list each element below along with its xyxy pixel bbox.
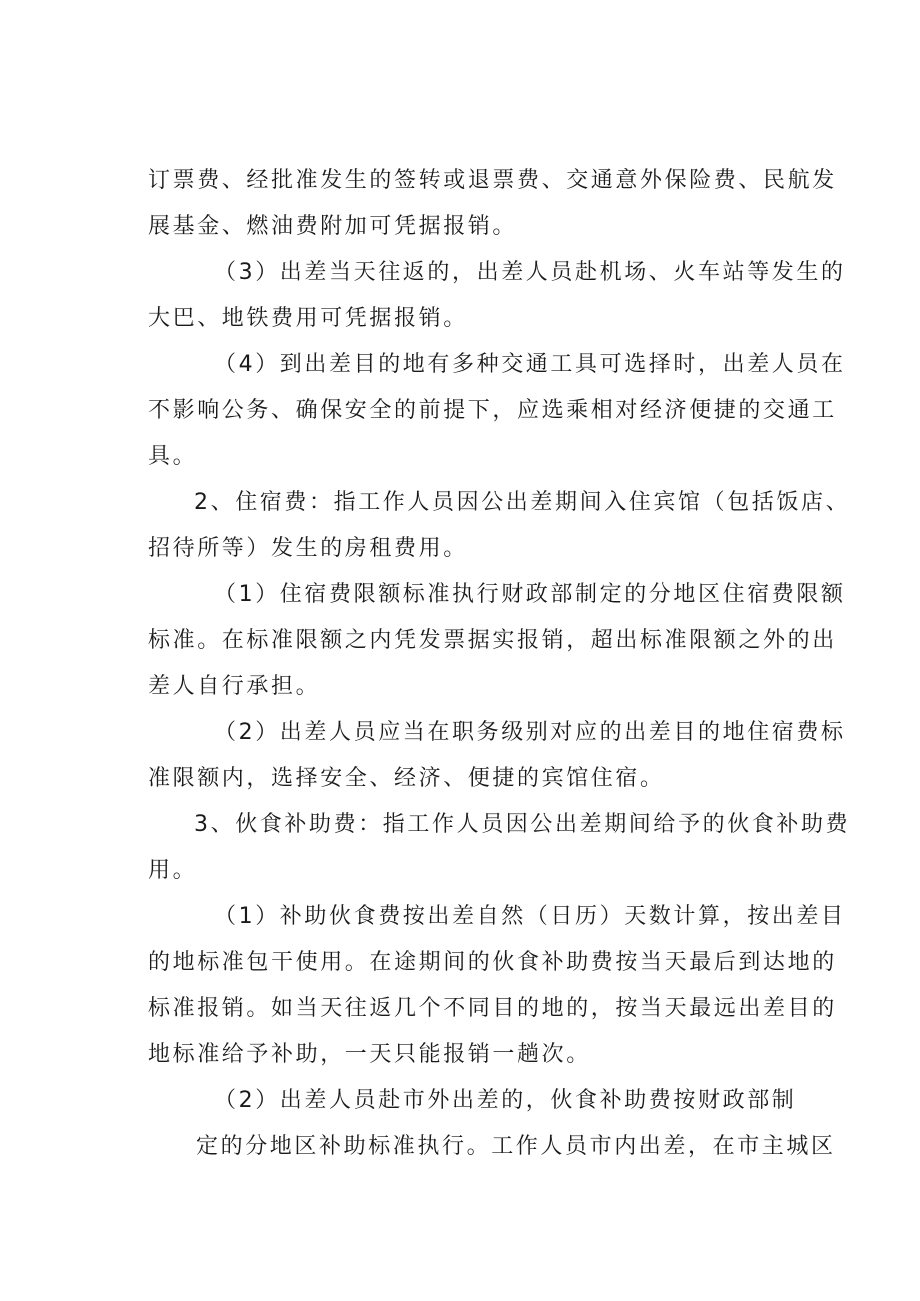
text-line-1: 订票费、经批准发生的签转或退票费、交通意外保险费、民航发 — [148, 168, 837, 193]
text-line-21: （2）出差人员赴市外出差的，伙食补助费按财政部制 — [214, 1088, 797, 1113]
text-line-11: 标准。在标准限额之内凭发票据实报销，超出标准限额之外的出 — [148, 628, 837, 653]
text-line-22: 定的分地区补助标准执行。工作人员市内出差，在市主城区 — [196, 1134, 836, 1159]
text-line-13: （2）出差人员应当在职务级别对应的出差目的地住宿费标 — [214, 720, 846, 745]
text-line-3: （3）出差当天往返的，出差人员赴机场、火车站等发生的 — [214, 260, 846, 285]
text-line-10: （1）住宿费限额标准执行财政部制定的分地区住宿费限额 — [214, 582, 846, 607]
text-line-4: 大巴、地铁费用可凭据报销。 — [148, 306, 468, 331]
text-line-9: 招待所等）发生的房租费用。 — [148, 536, 468, 561]
text-line-6: 不影响公务、确保安全的前提下，应选乘相对经济便捷的交通工 — [148, 398, 837, 423]
text-line-19: 标准报销。如当天往返几个不同目的地的，按当天最远出差目的 — [148, 996, 837, 1021]
text-line-7: 具。 — [148, 444, 198, 469]
text-line-8: 2、住宿费：指工作人员因公出差期间入住宾馆（包括饭店、 — [194, 490, 851, 515]
text-line-17: （1）补助伙食费按出差自然（日历）天数计算，按出差目 — [214, 904, 846, 929]
text-line-15: 3、伙食补助费：指工作人员因公出差期间给予的伙食补助费 — [194, 812, 851, 837]
text-line-18: 的地标准包干使用。在途期间的伙食补助费按当天最后到达地的 — [148, 950, 837, 975]
text-line-20: 地标准给予补助，一天只能报销一趟次。 — [148, 1042, 591, 1067]
text-line-14: 准限额内，选择安全、经济、便捷的宾馆住宿。 — [148, 766, 665, 791]
text-line-12: 差人自行承担。 — [148, 674, 321, 699]
text-line-5: （4）到出差目的地有多种交通工具可选择时，出差人员在 — [214, 352, 846, 377]
text-line-2: 展基金、燃油费附加可凭据报销。 — [148, 214, 518, 239]
text-line-16: 用。 — [148, 858, 198, 883]
